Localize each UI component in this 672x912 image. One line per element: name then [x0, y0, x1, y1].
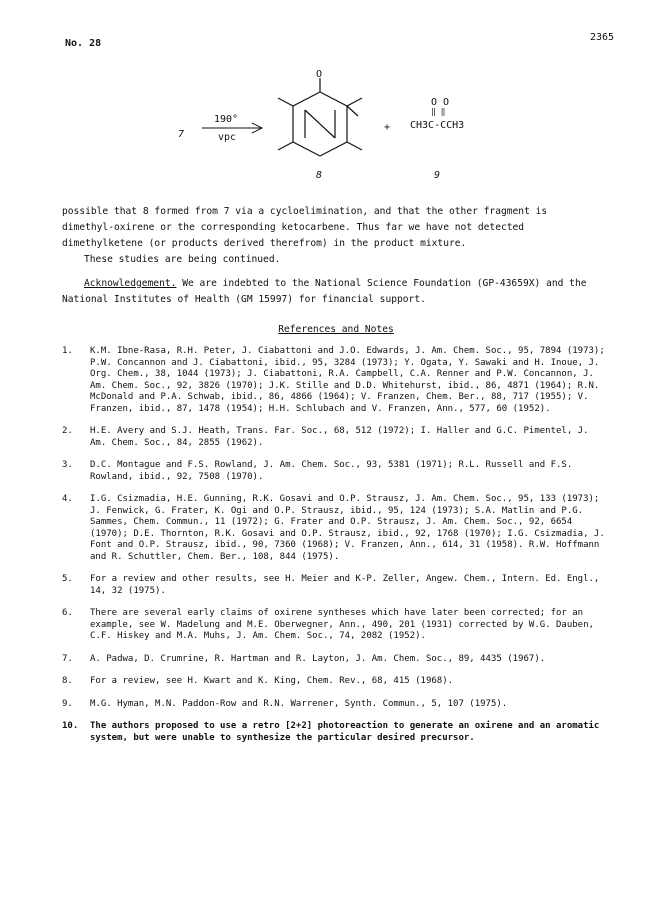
reference-item: [62, 574, 607, 597]
acknowledgement-heading: Acknowledgement.: [84, 278, 177, 289]
reference-number: 7.: [62, 653, 73, 664]
reference-text: D.C. Montague and F.S. Rowland, J. Am. Chem. Soc., 93, 5381 (1971); R.L. Russell and F.S. Rowland, ibid., 92, 7508 (1970).: [90, 460, 573, 482]
reference-item: [62, 676, 607, 688]
acknowledgement-text: We are indebted to the National Science Foundation (GP-43659X) and the National Institutes of Health (GM 15997) for financial support.: [62, 278, 587, 305]
reference-text: H.E. Avery and S.J. Heath, Trans. Far. Soc., 68, 512 (1972); I. Haller and G.C. Pimentel, J. Am. Chem. Soc., 84, 2855 (1962).: [90, 426, 589, 448]
acknowledgement-paragraph: [62, 276, 602, 308]
reference-number: 5.: [62, 574, 73, 584]
reference-number: 3.: [62, 460, 73, 470]
reference-item: [62, 721, 607, 744]
reference-text: I.G. Csizmadia, H.E. Gunning, R.K. Gosavi and O.P. Strausz, J. Am. Chem. Soc., 95, 133 (1973); J. Fenwick, G. Frater, K. Ogi and O.P. Strausz, ibid., 95, 124 (1973); S.A. Matlin and P.G. Sammes, Chem. Commun., 11 (1972); G. Frater and O.P. Strausz, J. Am. Chem. Soc., 92, 6654 (1970); D.E. Thornton, R.K. Gosavi and O.P. Strausz, ibid., 92, 1768 (1970); I.G. Csizmadia, J. Font and O.P. Strausz, ibid., 90, 7360 (1968); V. Franzen, Ann., 614, 31 (1958). R.W. Hoffmann and R. Schuttler, Chem. Ber., 108, 844 (1975).: [90, 494, 605, 562]
reference-item: [62, 608, 607, 643]
reference-item: [62, 699, 607, 711]
reference-item: [62, 346, 607, 415]
product-label: 8: [316, 170, 323, 181]
reference-text: A. Padwa, D. Crumrine, R. Hartman and R. Layton, J. Am. Chem. Soc., 89, 4435 (1967).: [90, 653, 546, 664]
reactant-label: 7: [178, 129, 185, 140]
body-paragraphs: [62, 204, 602, 308]
reference-text: K.M. Ibne-Rasa, R.H. Peter, J. Ciabattoni and J.O. Edwards, J. Am. Chem. Soc., 95, 7894 (1973); P.W. Concannon and J. Ciabattoni, ibid., 95, 3284 (1973); Y. Ogata, Y. Sawaki and H. Inoue, J. Org. Chem., 38, 1044 (1973); J. Ciabattoni, R.A. Campbell, C.A. Renner and P.W. Concannon, J. Am. Chem. Soc., 92, 3826 (1970); J.K. Stille and D.D. Whitehurst, ibid., 86, 4871 (1964); R.N. McDonald and P.A. Schwab, ibid., 86, 4866 (1964); V. Franzen, Chem. Ber., 88, 717 (1955); V. Franzen, ibid., 87, 1478 (1954); H.H. Schlubach and V. Franzen, Ann., 577, 60 (1952).: [90, 346, 605, 414]
reference-text: For a review and other results, see H. Meier and K-P. Zeller, Angew. Chem., Intern. Ed. Engl., 14, 32 (1975).: [90, 574, 600, 596]
reference-text: The authors proposed to use a retro [2+2] photoreaction to generate an oxirene and an aromatic system, but were unable to synthesize the particular desired precursor.: [90, 721, 600, 743]
references-list: [62, 346, 607, 755]
paragraph-continuation: These studies are being continued.: [84, 254, 281, 265]
byproduct-label: 9: [434, 170, 441, 181]
product-structure: [278, 78, 362, 156]
references-heading: References and Notes: [278, 324, 394, 335]
reference-number: 2.: [62, 426, 73, 436]
carbonyl-oxygens: O O: [431, 97, 450, 108]
reference-item: [62, 654, 607, 666]
paragraph-cycloelimination: possible that 8 formed from 7 via a cycloelimination, and that the other fragment is dimethyl-oxirene or the corresponding ketocarbene. Thus far we have not detected dimethylketene (or products derived therefrom) in the product mixture.: [62, 206, 548, 249]
reference-text: M.G. Hyman, M.N. Paddon-Row and R.N. Warrener, Synth. Commun., 5, 107 (1975).: [90, 698, 508, 709]
carbonyl-double-bonds: ‖ ‖: [431, 107, 446, 116]
ketone-oxygen: O: [316, 69, 323, 80]
reference-number: 1.: [62, 346, 73, 356]
reference-item: [62, 460, 607, 483]
arrow-condition-method: vpc: [218, 132, 237, 143]
journal-issue-label: No. 28: [65, 38, 102, 49]
reaction-scheme: [0, 0, 672, 200]
reference-number: 10.: [62, 721, 79, 731]
arrow-condition-temperature: 190°: [214, 114, 239, 125]
reference-number: 8.: [62, 676, 73, 686]
plus-sign: +: [384, 122, 391, 133]
reference-item: [62, 494, 607, 563]
reference-number: 4.: [62, 494, 73, 504]
reference-text: There are several early claims of oxirene syntheses which have later been corrected; for an example, see W. Madelung and M.E. Oberwegner, Ann., 490, 201 (1931) corrected by W.G. Dauben, C.F. Hiskey and M.A. Muhs, J. Am. Chem. Soc., 74, 2082 (1952).: [90, 608, 594, 641]
reference-number: 6.: [62, 608, 73, 618]
reference-text: For a review, see H. Kwart and K. King, Chem. Rev., 68, 415 (1968).: [90, 676, 454, 686]
reference-number: 9.: [62, 698, 73, 709]
byproduct-formula: CH3C-CCH3: [410, 120, 465, 131]
page-number: 2365: [590, 32, 615, 43]
reference-item: [62, 426, 607, 449]
